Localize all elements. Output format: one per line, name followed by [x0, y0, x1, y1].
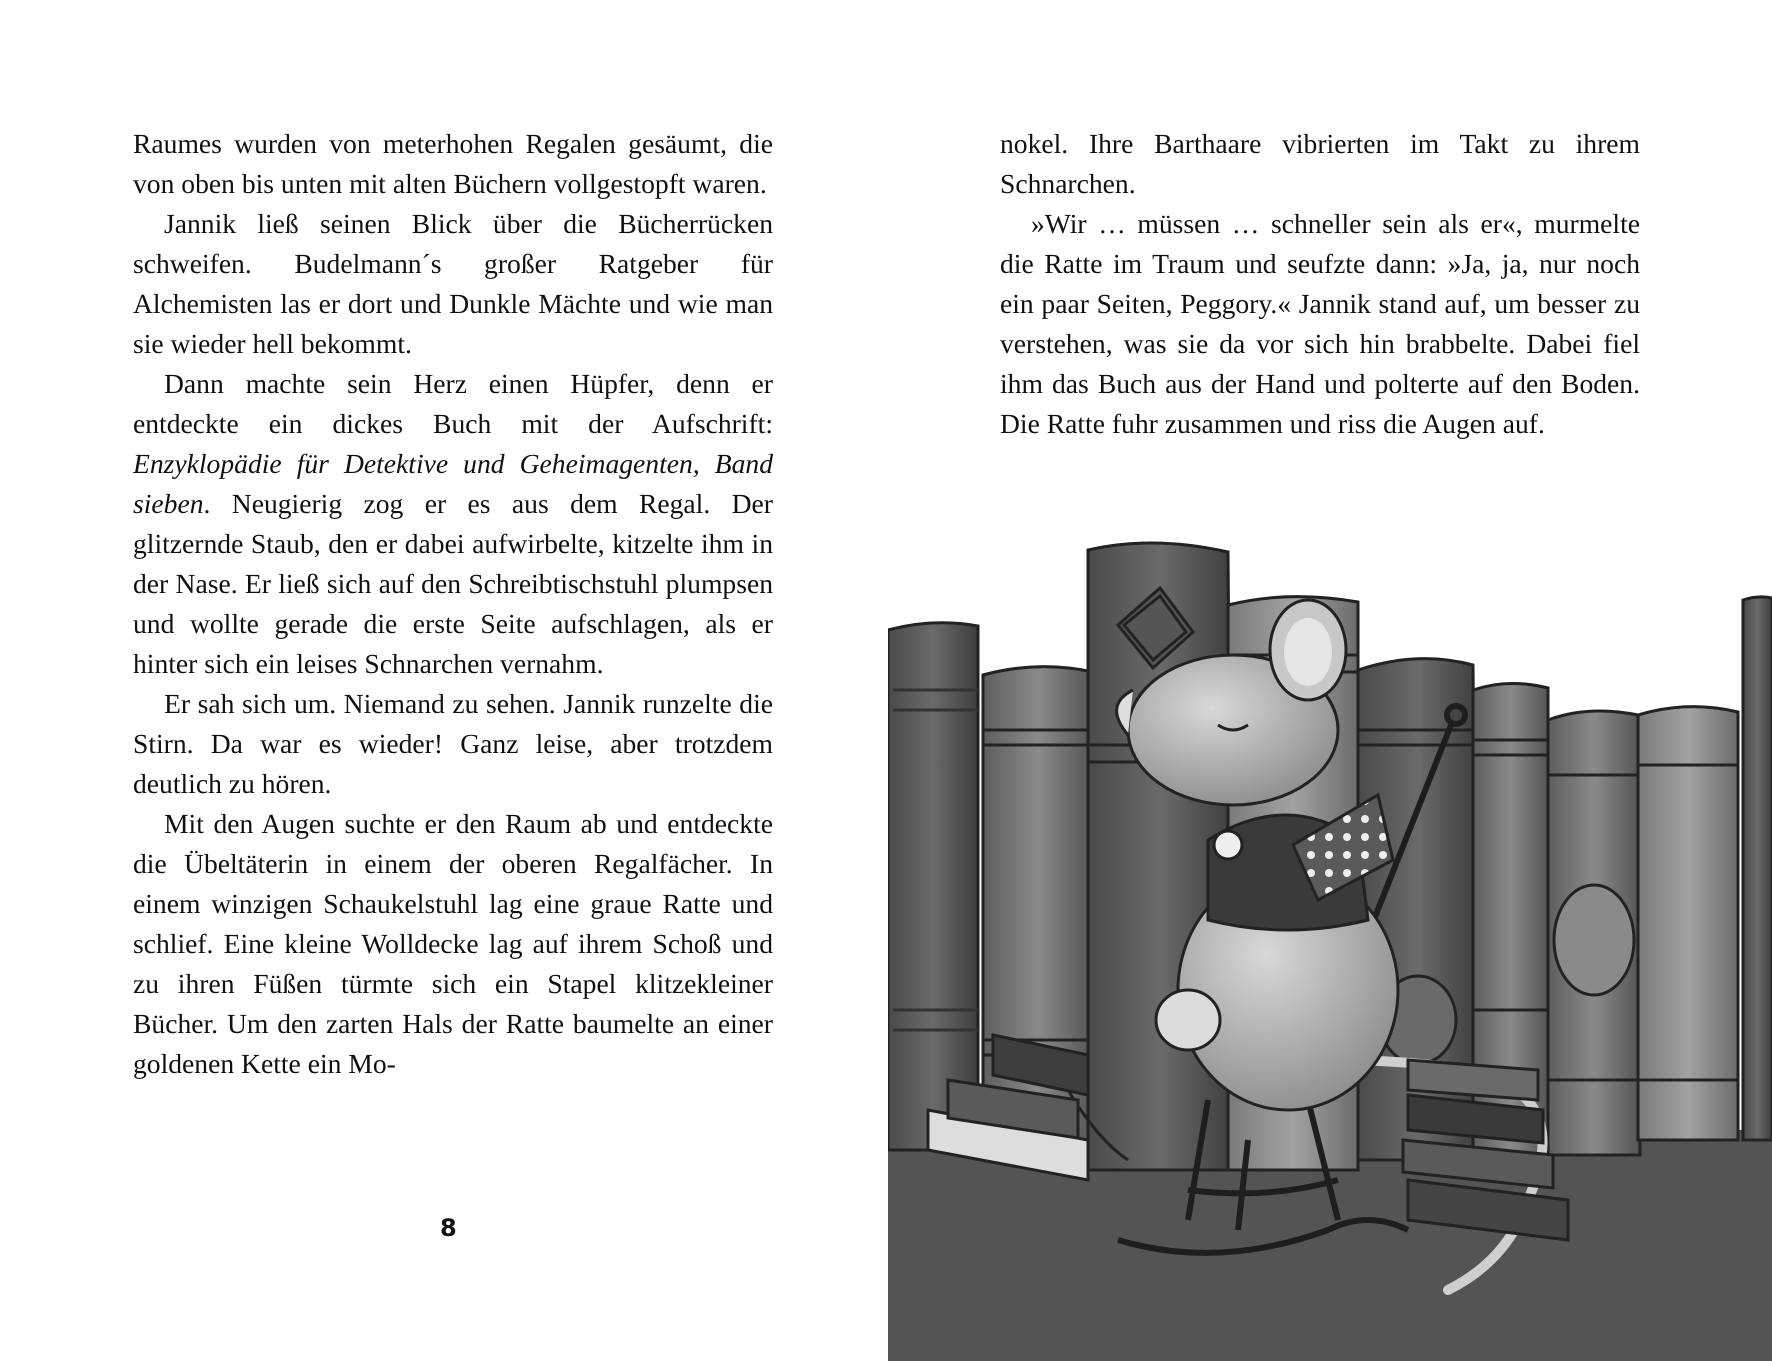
paragraph-text: Mit den Augen suchte er den Raum ab und entdeckte die Übeltäterin in einem der oberen Regalfächer. In einem winzigen Schaukelstuhl lag eine graue Ratte und schlief. Eine kleine Wolldecke lag auf ihrem Schoß und zu ihren Füßen türmte sich ein Stapel klitzekleiner Bücher. Um den zarten Hals der Ratte baumelte an einer goldenen Kette ein Mo-: [133, 808, 773, 1079]
paragraph: [1000, 204, 1640, 444]
illustration-rat-in-rocking-chair: [888, 540, 1772, 1361]
paragraph-text: nokel. Ihre Barthaare vibrierten im Takt zu ihrem Schnarchen.: [1000, 128, 1640, 199]
paragraph-text: Dann machte sein Herz einen Hüpfer, denn er entdeckte ein dickes Buch mit der Aufschrift:: [133, 368, 773, 439]
paragraph-text: Er sah sich um. Niemand zu sehen. Jannik runzelte die Stirn. Da war es wieder! Ganz leise, aber trotzdem deutlich zu hören.: [133, 688, 773, 799]
page-number: 8: [440, 1214, 457, 1242]
paragraph: [133, 124, 773, 204]
right-page-text: [1000, 124, 1640, 444]
paragraph: [133, 204, 773, 364]
paragraph: [133, 684, 773, 804]
paragraph: [133, 804, 773, 1084]
left-page-text: [133, 124, 773, 1084]
paragraph-text: Raumes wurden von meterhohen Regalen gesäumt, die von oben bis unten mit alten Büchern vollgestopft waren.: [133, 128, 773, 199]
paragraph-text: Jannik ließ seinen Blick über die Bücherrücken schweifen. Budelmann´s großer Ratgeber für Alchemisten las er dort und Dunkle Mächte und wie man sie wieder hell bekommt.: [133, 208, 773, 359]
paragraph: [133, 364, 773, 684]
paragraph-text: »Wir … müssen … schneller sein als er«, murmelte die Ratte im Traum und seufzte dann: »Ja, ja, nur noch ein paar Seiten, Peggory.« Jannik stand auf, um besser zu verstehen, was sie da vor sich hin brabbelte. Dabei fiel ihm das Buch aus der Hand und polterte auf den Boden. Die Ratte fuhr zusammen und riss die Augen auf.: [1000, 208, 1640, 439]
italic-book-title: Enzyklopädie für Detektive und Geheimagenten, Band sieben: [133, 448, 773, 519]
paragraph: [1000, 124, 1640, 204]
paragraph-text: . Neugierig zog er es aus dem Regal. Der glitzernde Staub, den er dabei aufwirbelte, kitzelte ihm in der Nase. Er ließ sich auf den Schreibtischstuhl plumpsen und wollte gerade die erste Seite aufschlagen, als er hinter sich ein leises Schnarchen vernahm.: [133, 488, 773, 679]
